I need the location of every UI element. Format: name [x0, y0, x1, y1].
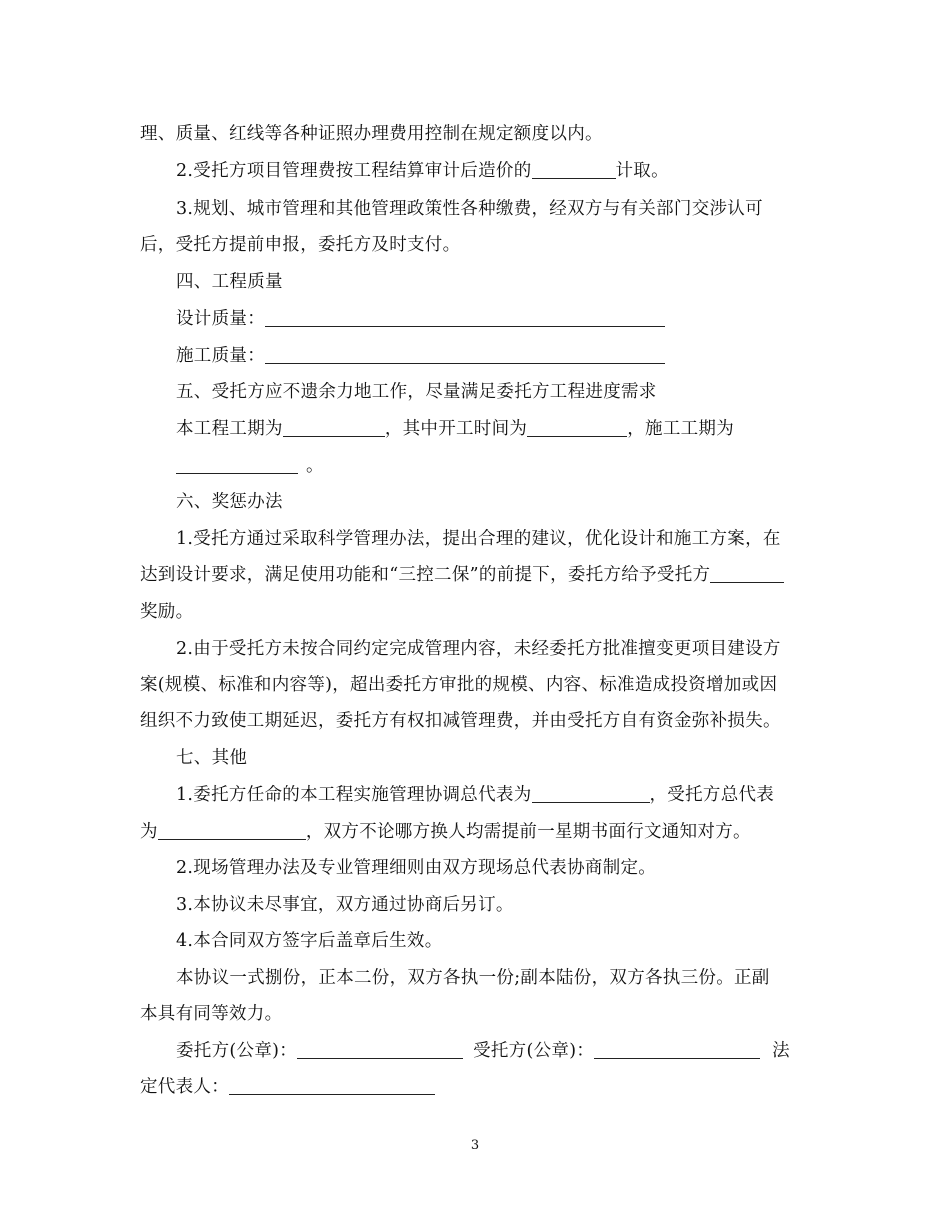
paragraph-line: 1.委托方任命的本工程实施管理协调总代表为 ，受托方总代表: [176, 785, 775, 805]
paragraph-line: 施工质量：: [176, 342, 665, 367]
paragraph-line: 本具有同等效力。: [140, 1004, 283, 1024]
page-number: 3: [470, 1138, 480, 1153]
paragraph-line: 为 ，双方不论哪方换人均需提前一星期书面行文通知对方。: [140, 822, 751, 842]
paragraph-line: 设计质量：: [176, 305, 665, 330]
fill-blank: [176, 456, 298, 475]
fill-blank: [229, 1077, 435, 1096]
paragraph-line: 3.规划、城市管理和其他管理政策性各种缴费，经双方与有关部门交涉认可: [176, 199, 763, 219]
fill-blank: [283, 419, 385, 438]
paragraph-line: 本工程工期为 ，其中开工时间为 ，施工工期为: [176, 419, 735, 439]
paragraph-line: 达到设计要求，满足使用功能和“三控二保”的前提下，委托方给予受托方: [140, 561, 784, 586]
paragraph-line: 本协议一式捌份，正本二份，双方各执一份;副本陆份，双方各执三份。正副: [176, 968, 770, 988]
paragraph-line: 2.受托方项目管理费按工程结算审计后造价的 计取。: [176, 161, 669, 181]
fill-blank: [297, 1041, 463, 1060]
fill-blank: [527, 419, 627, 438]
section-heading: 四、工程质量: [176, 272, 283, 292]
paragraph-line: 3.本协议未尽事宜，双方通过协商后另订。: [176, 895, 514, 915]
fill-blank: [532, 161, 616, 180]
fill-blank: [265, 346, 665, 365]
fill-blank: [710, 565, 784, 584]
fill-blank: [594, 1041, 760, 1060]
section-heading: 七、其他: [176, 748, 248, 768]
fill-blank: [158, 822, 306, 841]
paragraph-line: 后，受托方提前申报，委托方及时支付。: [140, 235, 461, 255]
section-heading: 六、奖惩办法: [176, 492, 283, 512]
signature-line: 委托方(公章)： 受托方(公章)： 法: [176, 1041, 790, 1061]
paragraph-line: 案(规模、标准和内容等)，超出委托方审批的规模、内容、标准造成投资增加或因: [140, 675, 778, 695]
fill-blank: [265, 309, 665, 328]
paragraph-line: 理、质量、红线等各种证照办理费用控制在规定额度以内。: [140, 124, 603, 144]
paragraph-line: 奖励。: [140, 602, 194, 622]
paragraph-line: 。: [176, 452, 324, 477]
paragraph-line: 2.由于受托方未按合同约定完成管理内容，未经委托方批准擅变更项目建设方: [176, 639, 781, 659]
section-heading: 五、受托方应不遗余力地工作，尽量满足委托方工程进度需求: [176, 382, 657, 402]
paragraph-line: 1.受托方通过采取科学管理办法，提出合理的建议，优化设计和施工方案，在: [176, 529, 781, 549]
paragraph-line: 组织不力致使工期延迟，委托方有权扣减管理费，并由受托方自有资金弥补损失。: [140, 711, 781, 731]
signature-line: 定代表人：: [140, 1073, 435, 1098]
fill-blank: [532, 785, 650, 804]
paragraph-line: 2.现场管理办法及专业管理细则由双方现场总代表协商制定。: [176, 858, 657, 878]
paragraph-line: 4.本合同双方签字后盖章后生效。: [176, 931, 443, 951]
